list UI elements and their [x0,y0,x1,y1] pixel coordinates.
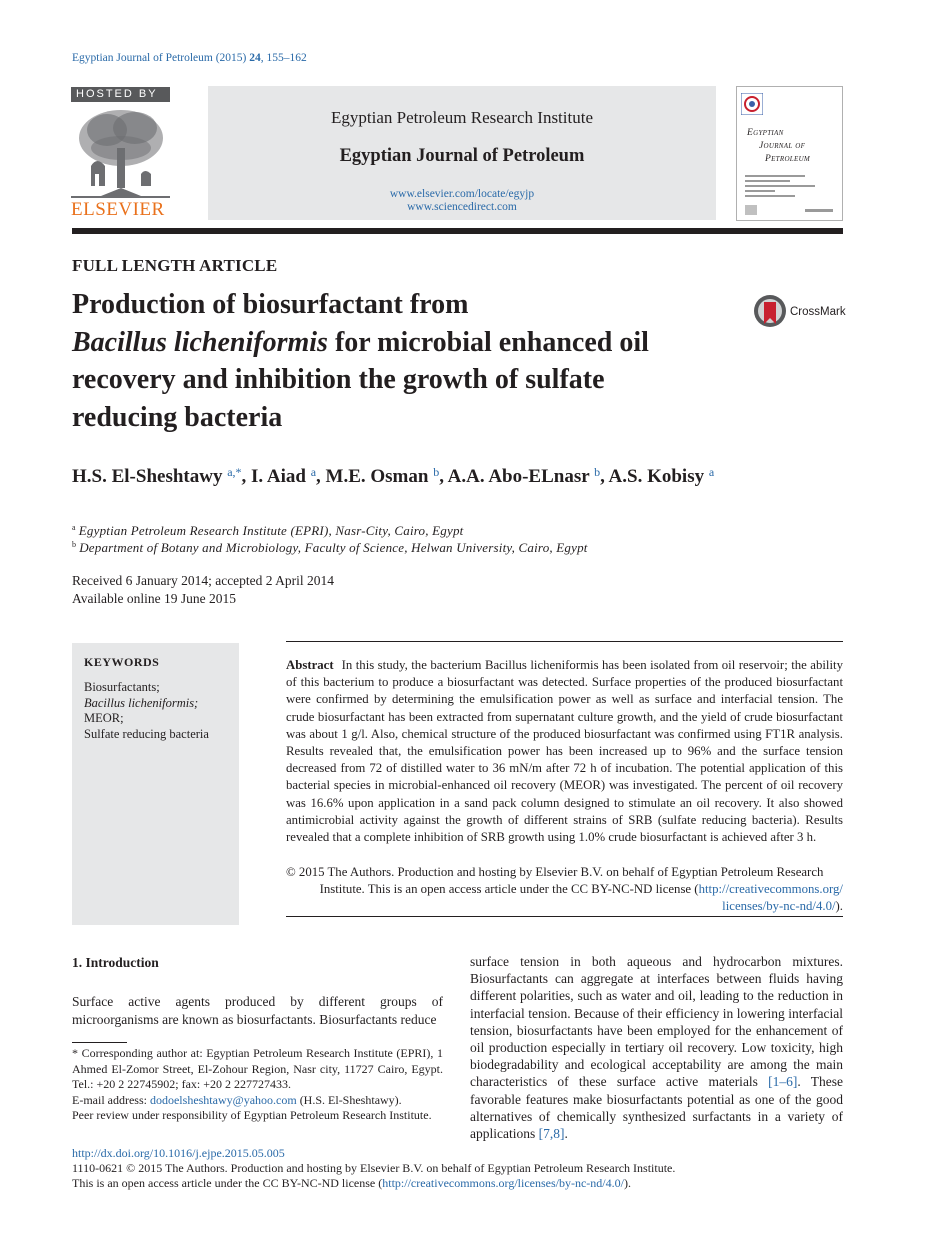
author-separator: , [600,466,609,487]
cover-title [747,127,810,166]
copyright-line-2 [286,881,843,898]
author-affiliation-link[interactable]: b [433,465,440,479]
copyright-end: ). [835,899,843,914]
institute-name: Egyptian Petroleum Research Institute [330,108,593,127]
cover-title-line-1: Egyptian [747,128,784,138]
article-type: FULL LENGTH ARTICLE [72,256,278,275]
abstract-text: In this study, the bacterium Bacillus licheniformis has been isolated from oil reservoir; the ability of this bacterium to produce a biosurfactant was detected. Surface properties of the produced biosurfactant were confirmed by determining the emulsification power as well as surface and interfacial tension. The crude biosurfactant has been extracted from supernatant culture growth, and the yield of crude biosurfactant was about 1 g/l. Also, chemical structure of the produced biosurfactant was confirmed using FT1R analysis. Results revealed that, the emulsification power has been increased up to 96% and the surface tension decreased from 72 of distilled water to 36 mN/m after 72 h of incubation. The potential application of this bacterial species in microbial-enhanced oil recovery (MEOR) was investigated. The percent of oil recovery was 16.6% upon application in a sand pack column designed to stimulate an oil recovery. It also showed antimicrobial activity against the growth of different strains of SRB (sulfate reducing bacteria). Results revealed that a complete inhibition of SRB growth using 1.0% crude biosurfactant is achieved after 3 h. [286,658,843,845]
body-text: surface tension in both aqueous and hydrocarbon mixtures. Biosurfactants can aggregate at interfaces between fluids having different polarities, such as water and oil, leading to the reduction in interfacial tension. Because of their efficiency in lowering interfacial tension, biosurfactants have been employed for the enhancement of oil production especially in tertiary oil recovery. Low toxicity, high biodegradability and ecological acceptability are among the main characteristics of these surface active materials [470,954,843,1090]
copyright-text: Institute. This is an open access article under the CC BY-NC-ND license ( [319,882,699,897]
journal-url-elsevier[interactable]: www.elsevier.com/locate/egyjp [389,188,535,200]
license-suffix: ). [623,1176,631,1190]
affiliation-b [72,540,588,556]
available-online-date: Available online 19 June 2015 [72,591,236,606]
author-affiliation-link[interactable]: a [708,465,715,479]
introduction-paragraph: Surface active agents produced by different groups of microorganisms are known as biosurfactants. Biosurfactants reduce [72,994,443,1027]
hosted-by-label: HOSTED BY [71,87,170,102]
author-name: A.A. Abo-ELnasr [447,466,590,487]
corresponding-author-footnote [72,1046,443,1124]
keywords-box [72,643,239,925]
citation-journal: Egyptian Journal of Petroleum (2015) [72,52,247,64]
abstract-heading: Abstract [286,658,334,672]
title-line-3: recovery and inhibition the growth of sulfate [72,364,605,395]
elsevier-logo-text: ELSEVIER [71,199,165,220]
citation-pages: , 155–162 [260,52,307,64]
cover-title-line-3: Petroleum [765,154,811,164]
citation-volume: 24 [249,52,261,64]
title-species: Bacillus licheniformis [72,326,328,358]
affiliation-text: Egyptian Petroleum Research Institute (EPRI), Nasr-City, Cairo, Egypt [78,523,464,538]
reference-link[interactable]: [7,8] [538,1126,565,1142]
author-name: H.S. El-Sheshtawy [72,466,223,487]
abstract-top-rule [286,641,843,642]
keyword-item: Biosurfactants; [84,680,160,694]
cover-title-line-2: Journal of [759,141,806,151]
peer-review-note: Peer review under responsibility of Egyptian Petroleum Research Institute. [72,1108,432,1122]
abstract-bottom-rule [286,916,843,917]
abstract-copyright [286,864,843,916]
section-heading-introduction: 1. Introduction [72,955,159,970]
keyword-item: Sulfate reducing bacteria [84,726,209,741]
cover-emblem-icon [741,93,763,115]
footnote-marker: * [72,1046,78,1060]
header-divider [72,228,843,234]
body-text: . These favorable features make biosurfactants potential as one of the good alternatives of chemically synthesized surfactants in a variety of applications [470,1074,843,1142]
author-name: A.S. Kobisy [608,466,705,487]
title-line-1: Production of biosurfactant from [72,289,469,320]
license-prefix: This is an open access article under the CC BY-NC-ND license ( [72,1176,383,1190]
journal-cover-thumbnail [736,86,843,221]
body-text: . [564,1126,568,1142]
email-owner: (H.S. El-Sheshtawy). [296,1092,402,1107]
crossmark-label: CrossMark [790,306,846,318]
keywords-heading: KEYWORDS [84,655,160,669]
journal-header-banner [208,86,716,220]
footnote-text: Corresponding author at: Egyptian Petroleum Research Institute (EPRI), 1 Ahmed El-Zomor Street, El-Zohour Region, Nasr city, 11727 Cairo, Egypt. Tel.: +20 2 22745902; fax: +20 2 227727433. [72,1046,443,1091]
introduction-paragraph-continued [470,953,843,1142]
title-line-2 [72,324,732,362]
license-link-part-1[interactable]: http://creativecommons.org/ [698,882,843,897]
license-line [72,1176,631,1191]
affiliation-text: Department of Botany and Microbiology, Faculty of Science, Helwan University, Cairo, Egypt [79,540,588,555]
abstract [286,657,843,846]
doi-link[interactable]: http://dx.doi.org/10.1016/j.ejpe.2015.05.005 [72,1146,285,1160]
copyright-line-3 [286,898,843,915]
reference-link[interactable]: [1–6] [768,1074,798,1090]
issn-copyright-line: 1110-0621 © 2015 The Authors. Production and hosting by Elsevier B.V. on behalf of Egyptian Petroleum Research Institute. [72,1161,676,1175]
copyright-line-1: © 2015 The Authors. Production and hosting by Elsevier B.V. on behalf of Egyptian Petroleum Research [286,865,824,879]
crossmark-icon [753,294,787,328]
elsevier-tree-logo-icon [71,104,170,200]
email-label: E-mail address: [72,1092,150,1107]
keyword-item: Bacillus licheniformis; [84,695,199,710]
author-email-link[interactable]: dodoelsheshtawy@yahoo.com [149,1092,297,1107]
crossmark-button[interactable] [753,294,893,330]
affiliation-label: b [72,540,77,549]
author-separator: , [439,466,448,487]
title-line-2-rest: for microbial enhanced oil [327,326,649,358]
license-link-part-2[interactable]: licenses/by-nc-nd/4.0/ [722,899,836,914]
author-affiliation-link[interactable]: b [594,465,601,479]
affiliation-label: a [72,523,76,532]
author-affiliation-link[interactable]: a [310,465,317,479]
journal-citation[interactable] [72,52,307,64]
keyword-item: MEOR; [84,711,124,725]
author-list [72,465,714,488]
license-link[interactable]: http://creativecommons.org/licenses/by-nc-nd/4.0/ [382,1176,624,1190]
affiliation-a [72,523,463,539]
cover-contents-lines-icon [745,175,837,217]
footnote-rule [72,1042,127,1043]
title-line-4: reducing bacteria [72,401,283,433]
author-name: I. Aiad [251,466,306,487]
author-separator: , [316,466,326,487]
author-separator: , [241,466,252,487]
received-date: Received 6 January 2014; accepted 2 April 2014 [72,573,335,588]
author-affiliation-link[interactable]: a,* [227,465,242,479]
journal-url-sciencedirect[interactable]: www.sciencedirect.com [407,201,517,213]
journal-name: Egyptian Journal of Petroleum [339,146,585,166]
article-title [72,286,732,436]
author-name: M.E. Osman [325,466,429,487]
